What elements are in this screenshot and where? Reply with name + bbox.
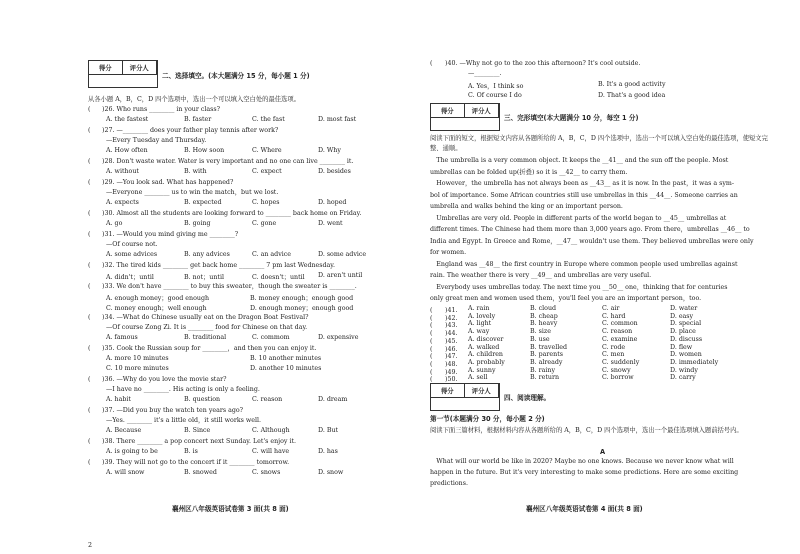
- page-number: 2: [88, 542, 93, 549]
- question-32: [88, 262, 335, 270]
- section-title: 二、选择填空。(本大题满分 15 分，每小题 1 分): [162, 72, 310, 80]
- option-b: B. with: [184, 168, 207, 175]
- option-a: A. the fastest: [106, 116, 149, 123]
- option-b: B. not；until: [184, 274, 224, 281]
- option-a: A. sell: [468, 374, 488, 382]
- question-text: —You look sad. What has happened?: [116, 179, 234, 186]
- passage-line: umbrella and walks behind the king or an important person.: [430, 203, 623, 210]
- question-number: )38.: [102, 438, 115, 445]
- option-d: D. expensive: [318, 334, 359, 341]
- passage-line: India and Egypt. In Greece and Rome，__47__ wouldn't use them. They believed umbrellas were only: [430, 237, 754, 245]
- option-c: C. hard: [602, 312, 626, 320]
- passage-line: Everybody uses umbrellas today. The next time you __50__ one，thinking that for centuries: [430, 283, 728, 291]
- score-box-left: [88, 60, 158, 88]
- question-number: )31.: [102, 231, 115, 238]
- option-b: B. expected: [184, 199, 222, 206]
- option-c: C. men: [602, 351, 625, 359]
- grader-label: 评分人: [465, 384, 500, 397]
- option-d: D. besides: [318, 168, 351, 175]
- cloze-instruction: 阅读下面的短文，根据短文内容从各题所给的 A，B，C，D 四个选项中，选出一个可以填入空白处的最佳选项，使短文完整、通顺。: [430, 135, 768, 152]
- option-c: C. snowy: [602, 366, 631, 374]
- option-a: A. will snow: [106, 469, 145, 476]
- option-b: B. travelled: [530, 343, 567, 351]
- question-35: [88, 345, 316, 353]
- option-d: D. aren't until: [318, 272, 363, 279]
- answer-bracket: (: [88, 158, 91, 165]
- answer-bracket: (: [88, 231, 91, 238]
- option-c: C. Where: [252, 147, 282, 154]
- question-number: ( )40.: [430, 60, 458, 67]
- option-a: A. walked: [468, 343, 500, 351]
- option-b: B. Since: [184, 427, 211, 434]
- option-a: A. light: [468, 320, 492, 328]
- option-d: D. women: [670, 351, 702, 359]
- question-number: )30.: [102, 210, 115, 217]
- passage-line: However，the umbrella has not always been as __43__ as it is now. In the past，it was a sym-: [430, 180, 734, 187]
- option-c: C. money enough；well enough: [106, 305, 207, 312]
- passage-label: A: [600, 448, 606, 456]
- question-answer-line: —Every Tuesday and Thursday.: [106, 137, 207, 144]
- question-text: —Why do you love the movie star?: [116, 376, 227, 383]
- option-a: A. discover: [468, 335, 504, 343]
- question-number: )37.: [102, 407, 115, 414]
- question-31: [88, 231, 238, 239]
- option-a: A. sunny: [468, 366, 496, 374]
- passage-line: The umbrella is a very common object. It keeps the __41__ and the sun off the people. Most: [430, 157, 729, 164]
- option-b: B. It's a good activity: [598, 81, 666, 88]
- option-b: B. snowed: [184, 469, 217, 476]
- question-37: [88, 407, 243, 415]
- option-c: C. will have: [252, 448, 290, 455]
- option-d: D. flew: [670, 343, 693, 351]
- score-label: 得分: [431, 104, 465, 117]
- question-number: ( )47.: [430, 353, 458, 361]
- question-number: ( )42.: [430, 314, 458, 322]
- option-d: D. most fast: [318, 116, 357, 123]
- question-39: [88, 459, 289, 467]
- option-a: A. without: [106, 168, 139, 175]
- answer-bracket: (: [88, 459, 91, 466]
- question-answer-line: —Yes. ________ it's a little old，it still works well.: [106, 417, 262, 424]
- answer-bracket: (: [88, 179, 91, 186]
- question-answer-line: —Of course Zong Zi. It is ________ food for Chinese on that day.: [106, 324, 308, 331]
- option-c: C. rode: [602, 343, 626, 351]
- option-b: B. any advices: [184, 251, 230, 258]
- passage-line: Umbrellas are very old. People in different parts of the world began to __45__ umbrellas at: [430, 214, 727, 222]
- option-b: B. cheap: [530, 312, 558, 320]
- question-number: )32.: [102, 262, 115, 269]
- instruction: 从各小题 A，B，C，D 四个选项中，选出一个可以填入空白处的最佳选项。: [88, 96, 300, 103]
- option-d: D. windy: [670, 366, 698, 374]
- option-d: D. easy: [670, 312, 694, 320]
- question-text: —Would you mind giving me ________?: [116, 231, 239, 238]
- passage-line: England was __48__ the first country in Europe where common people used umbrellas against: [430, 260, 738, 268]
- answer-bracket: (: [88, 283, 91, 290]
- option-c: C. Although: [252, 427, 290, 434]
- passage-line: different times. The Chinese had them more than 3,000 years ago. From there，umbrellas __46__ to: [430, 226, 750, 233]
- option-d: D. dream: [318, 396, 348, 403]
- answer-bracket: (: [88, 345, 91, 352]
- question-36: [88, 376, 226, 384]
- answer-bracket: (: [88, 262, 91, 269]
- score-label: 得分: [89, 61, 123, 74]
- question-text: We don't have ________ to buy this sweater，though the sweater is ________.: [116, 283, 357, 290]
- answer-bracket: (: [88, 210, 91, 217]
- part1-instruction: 阅读下面三篇材料，根据材料内容从各题所给的 A，B，C，D 四个选项中，选出一个最佳选项填入题前括号内。: [430, 427, 743, 434]
- page-footer: 襄州区八年级英语试卷第 4 面(共 8 面): [526, 505, 643, 513]
- option-b: B. traditional: [184, 334, 227, 341]
- question-number: )26.: [102, 106, 115, 113]
- answer-bracket: (: [88, 376, 91, 383]
- question-28: [88, 158, 353, 166]
- page-footer: 襄州区八年级英语试卷第 3 面(共 8 面): [172, 505, 289, 513]
- reading-line: What will our world be like in 2020? Maybe no one knows. Because we never know what will: [430, 458, 734, 465]
- question-number: ( )50.: [430, 376, 458, 384]
- question-text: —Why not go to the zoo this afternoon? It's cool outside.: [459, 60, 641, 67]
- reading-line: happen in the future. But it's very interesting to make some predictions. Here are some exciting: [430, 469, 739, 476]
- option-d: D. immediately: [670, 358, 719, 366]
- option-c: C. an advice: [252, 251, 292, 258]
- option-b: B. heavy: [530, 320, 558, 328]
- option-a: A. way: [468, 328, 490, 336]
- question-number: ( )46.: [430, 345, 458, 353]
- option-b: B. How soon: [184, 147, 225, 154]
- score-box-cloze: [430, 103, 500, 131]
- option-d: D. some advice: [318, 251, 367, 258]
- option-d: D. another 10 minutes: [250, 365, 322, 372]
- option-a: A. Because: [106, 427, 142, 434]
- reading-title: 四、阅读理解。: [504, 394, 551, 402]
- question-text: They will not go to the concert if it ________ tomorrow.: [116, 459, 290, 466]
- passage-line: only great men and women used them，you'll feel you are an important person，too.: [430, 295, 702, 302]
- option-a: A. expects: [106, 199, 139, 206]
- question-text: There ________ a pop concert next Sunday. Let's enjoy it.: [116, 438, 297, 445]
- option-a: A. probably: [468, 358, 505, 366]
- option-c: C. hopes: [252, 199, 280, 206]
- option-b: B. return: [530, 374, 560, 382]
- option-d: D. But: [318, 427, 339, 434]
- question-text: The tired kids ________ get back home ________ 7 pm last Wednesday.: [116, 262, 336, 269]
- passage-line: rain. The weather there is very __49__ and umbrellas are very useful.: [430, 272, 652, 279]
- question-answer-line: —Everyone ________ us to win the match，but we lost.: [106, 189, 279, 196]
- option-b: B. already: [530, 358, 563, 366]
- question-answer-line: —Of course not.: [106, 241, 158, 248]
- answer-bracket: (: [88, 407, 91, 414]
- option-b: B. is: [184, 448, 198, 455]
- part1-title: 第一节(本题满分 30 分，每小题 2 分): [430, 415, 545, 423]
- option-a: A. famous: [106, 334, 138, 341]
- question-number: )34.: [102, 314, 115, 321]
- answer-bracket: (: [88, 106, 91, 113]
- option-d: D. snow: [318, 469, 344, 476]
- question-number: )29.: [102, 179, 115, 186]
- option-b: B. going: [184, 220, 211, 227]
- answer-bracket: (: [88, 438, 91, 445]
- option-c: C. reason: [252, 396, 283, 403]
- option-b: B. 10 another minutes: [250, 355, 322, 362]
- question-number: ( )41.: [430, 307, 458, 314]
- score-box-reading: [430, 383, 500, 411]
- question-number: ( )43.: [430, 322, 458, 330]
- right-page: [400, 0, 800, 554]
- question-text: —Did you buy the watch ten years ago?: [116, 407, 244, 414]
- question-34: [88, 314, 309, 322]
- option-c: C. expect: [252, 168, 282, 175]
- question-40-answer: —________.: [468, 70, 502, 77]
- option-d: D. went: [318, 220, 343, 227]
- grader-label: 评分人: [465, 104, 500, 117]
- passage-line: for women.: [430, 249, 467, 256]
- option-c: C. air: [602, 305, 620, 312]
- cloze-title: 三、完形填空(本大题满分 10 分，每空 1 分): [504, 114, 639, 122]
- option-c: C. doesn't；until: [252, 274, 305, 281]
- question-text: Cook the Russian soup for ________，and then you can enjoy it.: [116, 345, 317, 352]
- option-a: A. some advices: [106, 251, 158, 258]
- option-b: B. faster: [184, 116, 212, 123]
- option-d: D. water: [670, 305, 698, 312]
- question-33: [88, 283, 357, 291]
- option-b: B. question: [184, 396, 221, 403]
- question-number: ( )49.: [430, 368, 458, 376]
- option-d: D. special: [670, 320, 702, 328]
- question-number: ( )45.: [430, 337, 458, 345]
- option-c: C. snows: [252, 469, 281, 476]
- option-b: B. rainy: [530, 366, 556, 374]
- option-d: D. has: [318, 448, 338, 455]
- question-number: )28.: [102, 158, 115, 165]
- option-a: A. enough money；good enough: [106, 295, 210, 302]
- option-c: C. suddenly: [602, 358, 640, 366]
- question-26: [88, 106, 220, 114]
- option-c: C. Of course I do: [468, 92, 522, 99]
- option-d: D. place: [670, 328, 696, 336]
- option-b: B. parents: [530, 351, 563, 359]
- question-number: )39.: [102, 459, 115, 466]
- option-d: D. discuss: [670, 335, 703, 343]
- answer-bracket: (: [88, 314, 91, 321]
- question-number: ( )48.: [430, 360, 458, 368]
- question-30: [88, 210, 361, 218]
- question-text: Who runs ________ in your class?: [116, 106, 220, 113]
- question-text: Almost all the students are looking forward to ________ back home on Friday.: [116, 210, 362, 217]
- question-40: [430, 60, 640, 68]
- question-number: )36.: [102, 376, 115, 383]
- option-c: C. gone: [252, 220, 277, 227]
- option-c: C. commom: [252, 334, 290, 341]
- option-a: A. is going to be: [106, 448, 158, 455]
- question-number: )35.: [102, 345, 115, 352]
- option-d: D. enough money；enough good: [250, 305, 354, 312]
- option-a: A. children: [468, 351, 503, 359]
- grader-label: 评分人: [123, 61, 158, 74]
- option-c: C. reason: [602, 328, 633, 336]
- question-number: )33.: [102, 283, 115, 290]
- option-a: A. go: [106, 220, 123, 227]
- option-a: A. didn't；until: [106, 274, 154, 281]
- option-a: A. habit: [106, 396, 131, 403]
- option-a: A. more 10 minutes: [106, 355, 169, 362]
- option-d: D. That's a good idea: [598, 92, 666, 99]
- question-number: ( )44.: [430, 330, 458, 338]
- option-b: B. cloud: [530, 305, 557, 312]
- question-text: —________ does your father play tennis after work?: [116, 127, 279, 134]
- option-d: D. hoped: [318, 199, 347, 206]
- option-a: A. rain: [468, 305, 490, 312]
- option-a: A. How often: [106, 147, 148, 154]
- question-text: Don't waste water. Water is very important and no one can live ________ it.: [116, 158, 354, 165]
- passage-line: bol of importance. Some African countries still use umbrellas in this __44__. Someone carries an: [430, 191, 738, 199]
- option-d: D. carry: [670, 374, 696, 382]
- passage-line: umbrellas can be folded up(折叠) so it is __42__ to carry them.: [430, 168, 628, 176]
- option-c: C. 10 more minutes: [106, 365, 169, 372]
- question-29: [88, 179, 233, 187]
- question-27: [88, 127, 278, 135]
- option-a: A. lovely: [468, 312, 496, 320]
- question-38: [88, 438, 296, 446]
- question-answer-line: —I have no ________. His acting is only a feeling.: [106, 386, 260, 393]
- question-text: —What do Chinese usually eat on the Dragon Boat Festival?: [116, 314, 309, 321]
- option-c: C. borrow: [602, 374, 634, 382]
- question-number: )27.: [102, 127, 115, 134]
- option-a: A. Yes，I think so: [468, 83, 524, 90]
- score-label: 得分: [431, 384, 465, 397]
- option-c: C. examine: [602, 335, 638, 343]
- option-b: B. use: [530, 335, 550, 343]
- option-c: C. the fast: [252, 116, 285, 123]
- option-b: B. money enough；enough good: [250, 295, 354, 302]
- reading-line: predictions.: [430, 480, 468, 487]
- option-d: D. Why: [318, 147, 341, 154]
- option-c: C. common: [602, 320, 638, 328]
- option-b: B. size: [530, 328, 551, 336]
- answer-bracket: (: [88, 127, 91, 134]
